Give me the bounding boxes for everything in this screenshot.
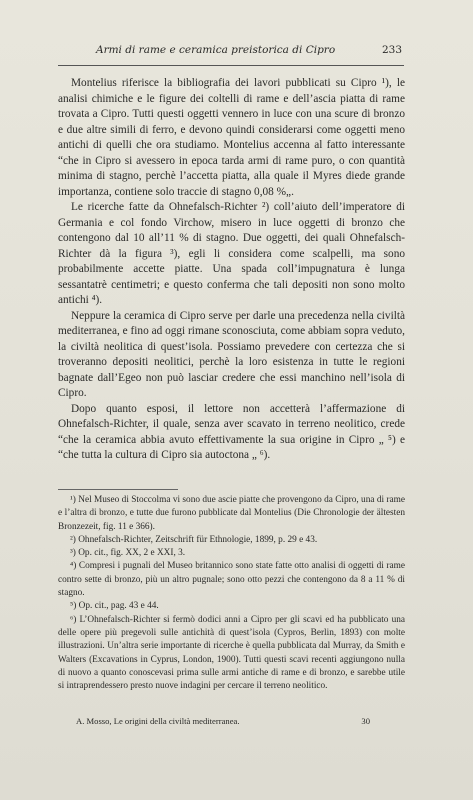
header-rule xyxy=(58,65,404,66)
paragraph: Neppure la ceramica di Cipro serve per darle una precedenza nella civiltà mediterranea, e fino ad oggi rimane sconosciuta, come abbiam sopra veduto, la civiltà neolitica di quest’isola. Possiamo prevedere con certezza che si troveranno depositi neolitici, perchè la loro esistenza in tutte le regioni bagnate dall’Egeo non può lasciar credere che essi manchino nell’isola di Cipro. xyxy=(58,309,405,399)
footnote: ¹) Nel Museo di Stoccolma vi sono due ascie piatte che provengono da Cipro, una di rame e l’altra di bronzo, e tutte due furono pubblicate dal Montelius (Die Chronologie der ältesten Bronzezeit, fig. 11 e 366). xyxy=(58,495,405,532)
footnote: ⁵) Op. cit., pag. 43 e 44. xyxy=(70,601,159,612)
paragraph: Le ricerche fatte da Ohnefalsch-Richter ²) coll’aiuto dell’imperatore di Germania e col fondo Virchow, misero in luce oggetti di bronzo che contengono dal 10 all’11 % di stagno. Due oggetti, dei quali Ohnefalsch-Richter dà la figura ³), egli li considera come scalpelli, ma sono probabilmente accette piatte. Una spada coll’impugnatura è lunga sessantatrè centimetri; e questo conferma che tali depositi non sono molto antichi ⁴). xyxy=(58,201,405,306)
paragraph: Montelius riferisce la bibliografia dei lavori pubblicati su Cipro ¹), le analisi chimiche e le figure dei coltelli di rame e dell’ascia piatta di rame trovata a Cipro. Tutti questi oggetti vennero in luce con una scure di bronzo e due altre simili di ferro, e devono quindi considerarsi come oggetti meno antichi di quelli che ora studiamo. Montelius accenna al fatto interessante “che in Cipro si avessero in epoca tarda armi di rame puro, o con quantità minima di stagno, perchè l’accetta piatta, alla quale il Myres diede grande importanza, contiene solo traccie di stagno 0,08 %„. xyxy=(58,77,405,198)
running-title: Armi di rame e ceramica preistorica di Cipro xyxy=(96,44,336,56)
sheet-number: 30 xyxy=(361,716,370,726)
footnotes xyxy=(58,494,405,693)
main-text xyxy=(58,76,405,464)
signature-text: A. Mosso, Le origini della civiltà mediterranea. xyxy=(76,716,240,726)
footnote: ⁴) Compresi i pugnali del Museo britannico sono state fatte otto analisi di oggetti di rame contro sette di bronzo, più un altro pugnale; sono otto pezzi che contengono da 8 a 11 % di stagno. xyxy=(58,561,405,599)
footnote: ⁶) L’Ohnefalsch-Richter si fermò dodici anni a Cipro per gli scavi ed ha pubblicato una delle opere più pregevoli sulle antichità di quest’isola (Cypros, Berlin, 1893) con molte illustrazioni. Un’altra serie importante di ricerche è quella pubblicata dal Murray, da Smith e Walters (Excavations in Cyprus, London, 1900). Tutti questi scavi recenti aggiungono nulla di nuovo a quanto conoscevasi prima sulle armi antiche di rame e di bronzo, e sarebbe utile si intraprendessero presto nuove indagini per cercare il terreno neolitico. xyxy=(58,614,405,692)
running-header xyxy=(96,44,402,60)
footnote: ³) Op. cit., fig. XX, 2 e XXI, 3. xyxy=(70,548,186,559)
signature-line xyxy=(58,716,405,726)
page-number: 233 xyxy=(381,44,402,56)
footnote-rule xyxy=(58,489,178,490)
paragraph: Dopo quanto esposi, il lettore non accetterà l’affermazione di Ohnefalsch-Richter, il quale, senza aver scavato in terreno neolitico, crede “che la ceramica abbia avuto effettivamente la sua origine in Cipro „ ⁵) e “che tutta la cultura di Cipro sia autoctona „ ⁶). xyxy=(58,402,405,461)
footnote: ²) Ohnefalsch-Richter, Zeitschrift für Ethnologie, 1899, p. 29 e 43. xyxy=(70,534,318,545)
